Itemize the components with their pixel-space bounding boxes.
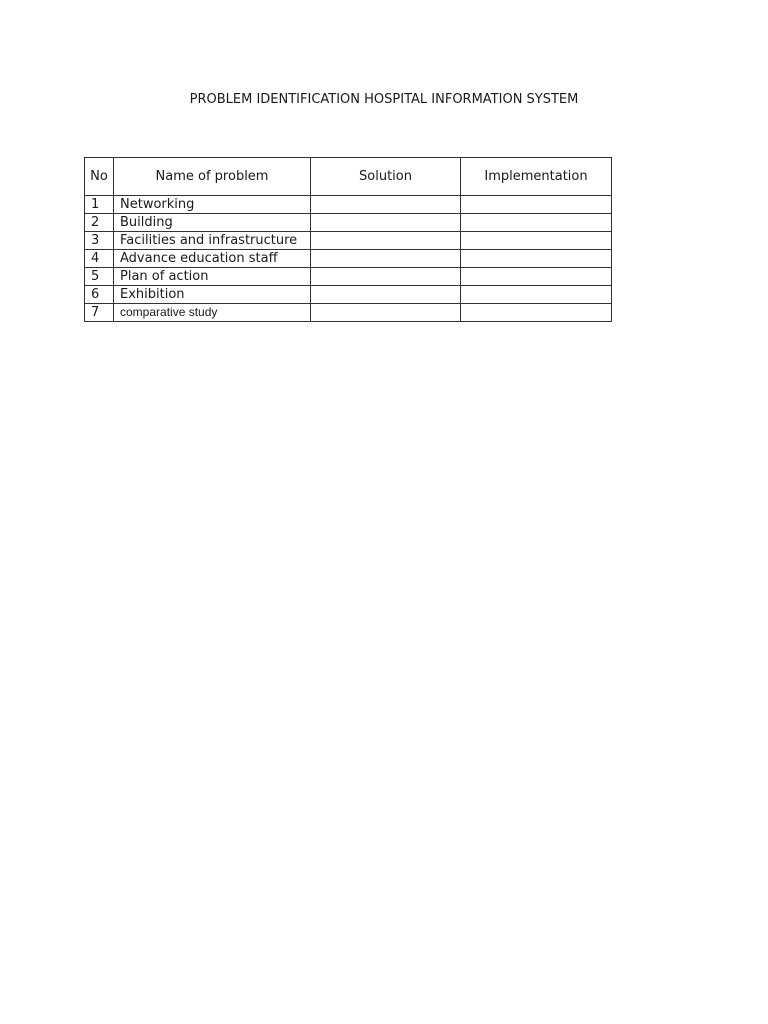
header-implementation: Implementation bbox=[461, 158, 612, 196]
problem-name: Networking bbox=[114, 196, 311, 214]
implementation-cell[interactable] bbox=[461, 250, 612, 268]
row-number: 3 bbox=[85, 232, 114, 250]
row-number: 2 bbox=[85, 214, 114, 232]
implementation-cell[interactable] bbox=[461, 268, 612, 286]
implementation-cell[interactable] bbox=[461, 232, 612, 250]
header-no: No bbox=[85, 158, 114, 196]
problem-name: Building bbox=[114, 214, 311, 232]
solution-cell[interactable] bbox=[311, 214, 461, 232]
solution-cell[interactable] bbox=[311, 304, 461, 322]
table-row bbox=[85, 250, 612, 268]
implementation-cell[interactable] bbox=[461, 304, 612, 322]
row-number: 5 bbox=[85, 268, 114, 286]
problem-table bbox=[84, 157, 612, 322]
implementation-cell[interactable] bbox=[461, 286, 612, 304]
header-solution: Solution bbox=[311, 158, 461, 196]
solution-cell[interactable] bbox=[311, 268, 461, 286]
solution-cell[interactable] bbox=[311, 250, 461, 268]
table-row bbox=[85, 232, 612, 250]
problem-name: Facilities and infrastructure bbox=[114, 232, 311, 250]
row-number: 6 bbox=[85, 286, 114, 304]
table-header-row bbox=[85, 158, 612, 196]
solution-cell[interactable] bbox=[311, 286, 461, 304]
table-row bbox=[85, 196, 612, 214]
problem-name: comparative study bbox=[114, 304, 311, 322]
problem-name: Exhibition bbox=[114, 286, 311, 304]
table-row bbox=[85, 304, 612, 322]
row-number: 7 bbox=[85, 304, 114, 322]
header-name-of-problem: Name of problem bbox=[114, 158, 311, 196]
row-number: 4 bbox=[85, 250, 114, 268]
document-title: PROBLEM IDENTIFICATION HOSPITAL INFORMATION SYSTEM bbox=[189, 92, 579, 107]
row-number: 1 bbox=[85, 196, 114, 214]
implementation-cell[interactable] bbox=[461, 214, 612, 232]
solution-cell[interactable] bbox=[311, 232, 461, 250]
table-row bbox=[85, 214, 612, 232]
table-row bbox=[85, 286, 612, 304]
solution-cell[interactable] bbox=[311, 196, 461, 214]
implementation-cell[interactable] bbox=[461, 196, 612, 214]
problem-name: Advance education staff bbox=[114, 250, 311, 268]
problem-name: Plan of action bbox=[114, 268, 311, 286]
table-row bbox=[85, 268, 612, 286]
